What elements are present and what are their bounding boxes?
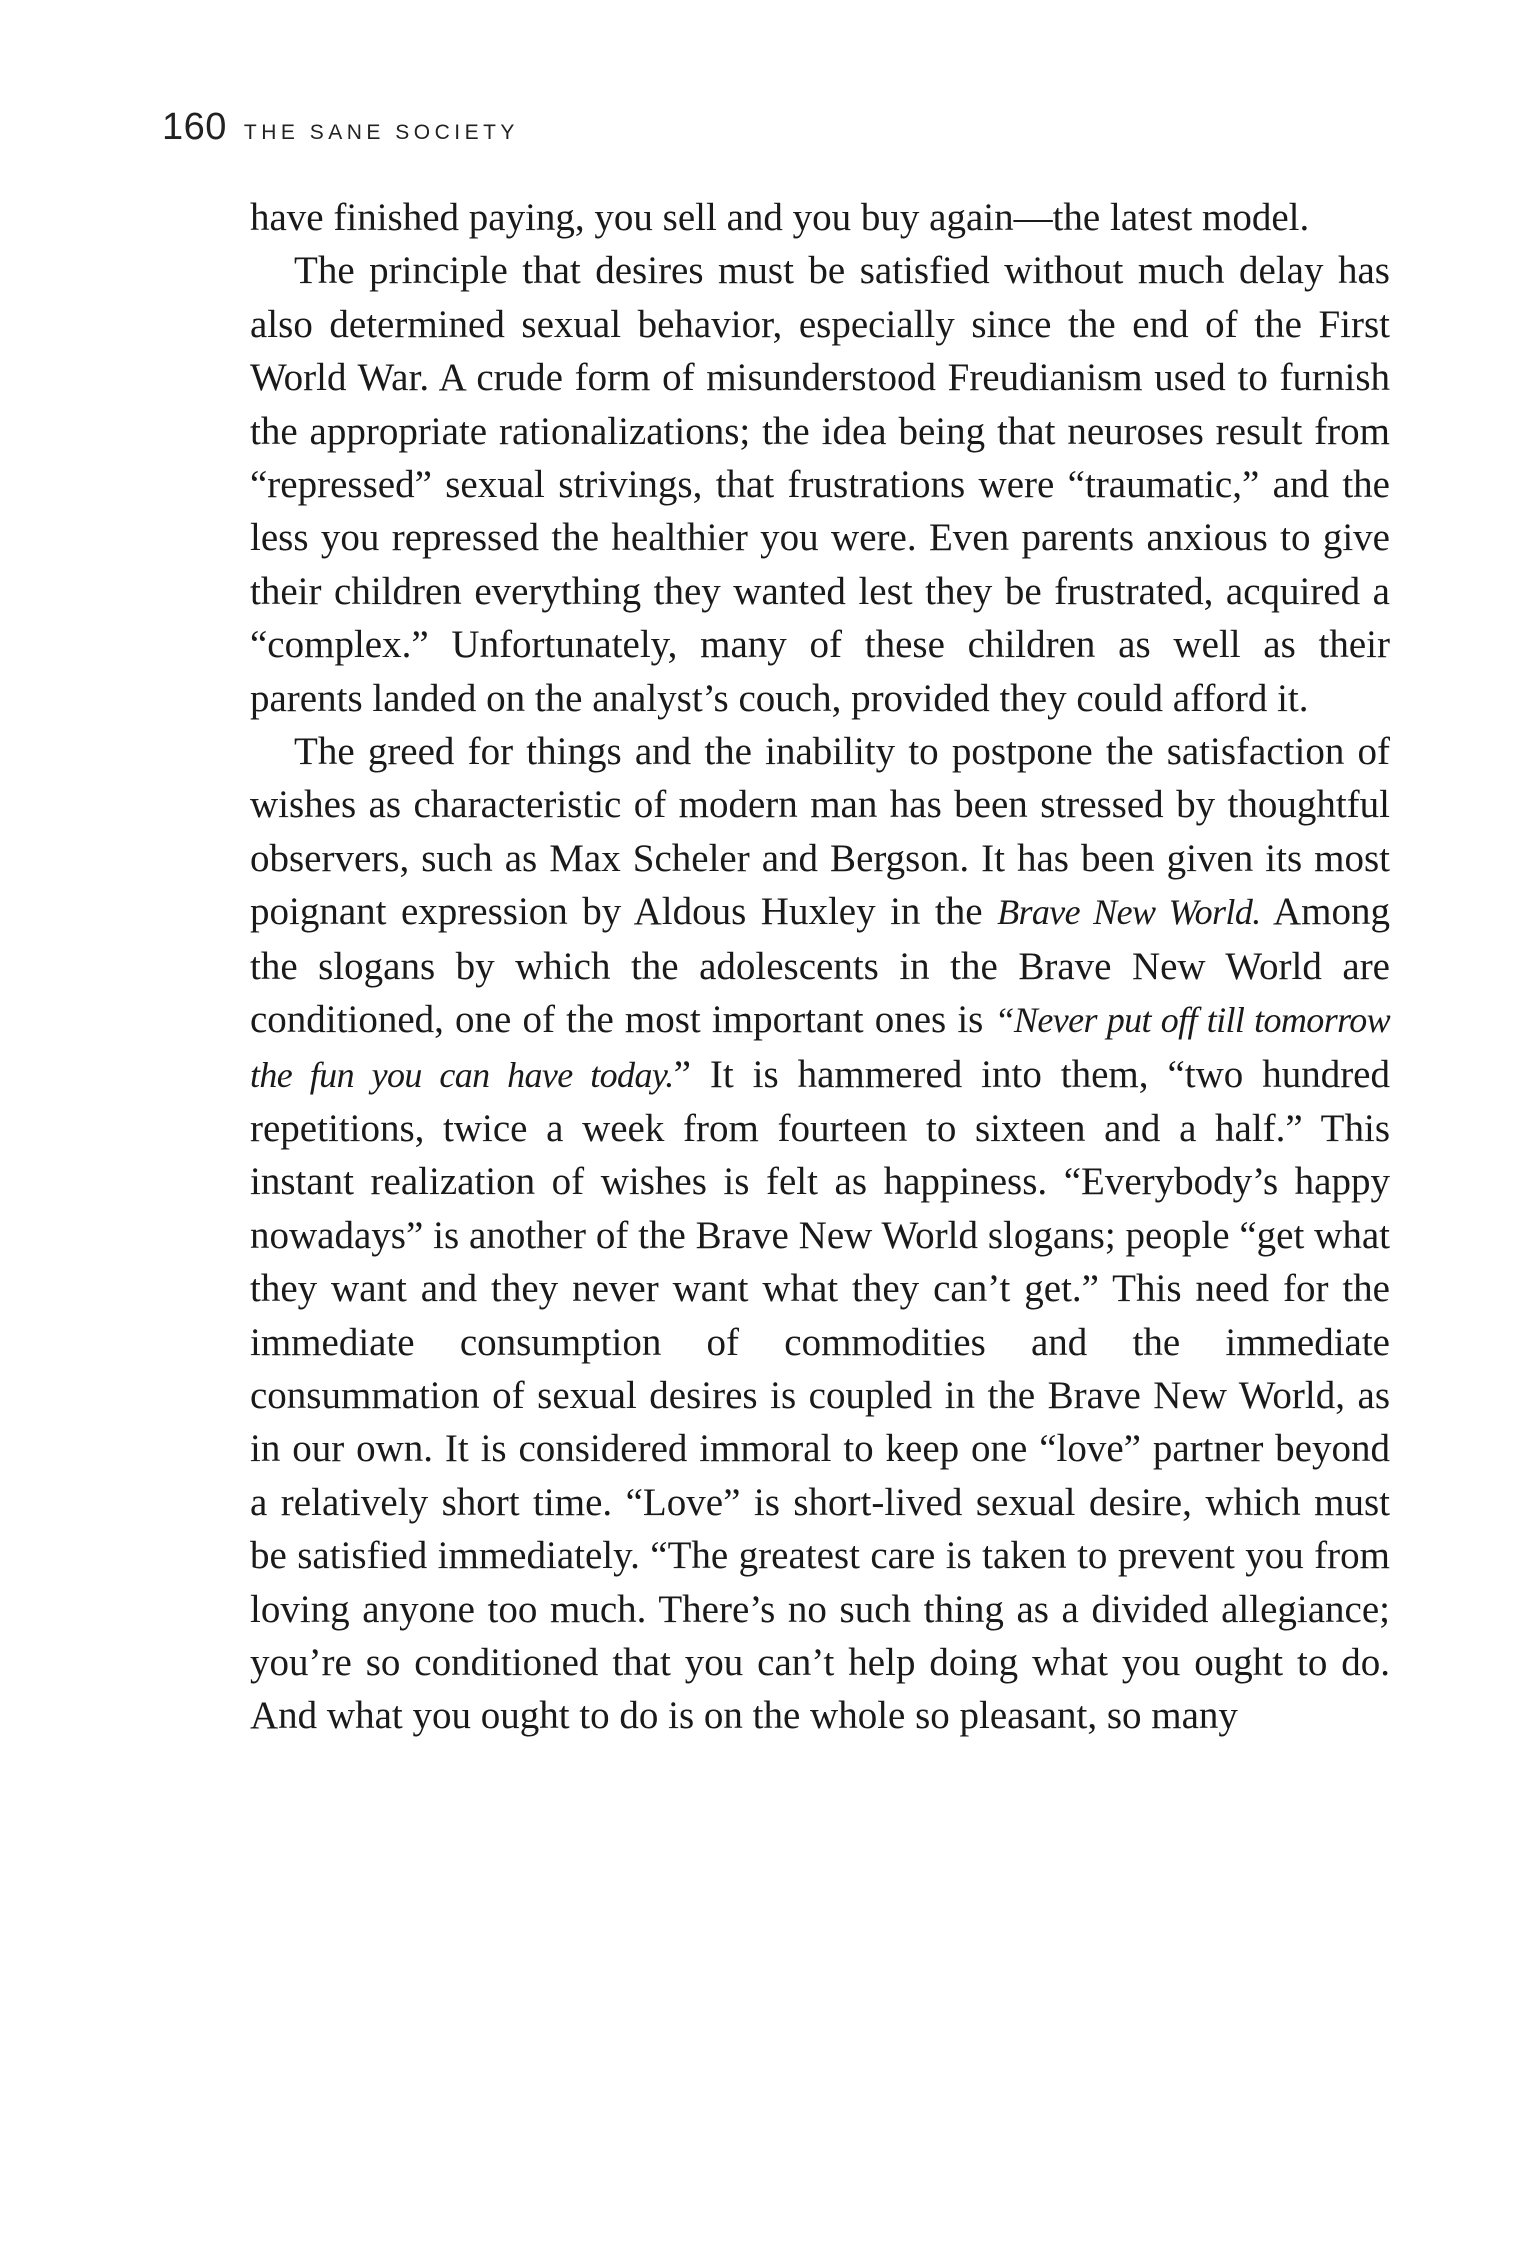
- paragraph-desires: The principle that desires must be satisfied without much delay has also determined sexual behavior, especially since the end of the First World War. A crude form of misunderstood Freudianism used to furnish the appropriate rationalizations; the idea being that neuroses result from “repressed” sexual strivings, that frustrations were “traumatic,” and the less you repressed the healthier you were. Even parents anxious to give their children everything they wanted lest they be frustrated, acquired a “complex.” Unfortunately, many of these children as well as their parents landed on the analyst’s couch, provided they could afford it.: [250, 249, 1390, 720]
- paragraph-text: Among the slogans by which the adolescents in the Brave New World are conditioned, one of the most important ones is: [250, 890, 1390, 1042]
- book-title-italic: Brave New World.: [997, 892, 1261, 933]
- slogan-italic: “Never put off till tomorrow the fun you can have today.: [250, 1000, 1391, 1095]
- paragraph-brave-new-world: [250, 725, 1390, 1743]
- page-number: 160: [162, 106, 227, 148]
- paragraph-text: ” It is hammered into them, “two hundred repetitions, twice a week from fourteen to sixteen and a half.” This instant realization of wishes is felt as happiness. “Everybody’s happy nowadays” is another of the Brave New World slogans; people “get what they want and they never want what they can’t get.” This need for the immediate consumption of commodities and the immediate consummation of sexual desires is coupled in the Brave New World, as in our own. It is considered immoral to keep one “love” partner beyond a relatively short time. “Love” is short-lived sexual desire, which must be satisfied immediately. “The greatest care is taken to prevent you from loving anyone too much. There’s no such thing as a divided allegiance; you’re so conditioned that you can’t help doing what you ought to do. And what you ought to do is on the whole so pleasant, so many: [250, 1052, 1390, 1738]
- paragraph-text: The greed for things and the inability to postpone the satisfaction of wishes as characteristic of modern man has been stressed by thoughtful observers, such as Max Scheler and Bergson. It has been given its most poignant expression by Aldous Huxley in the: [250, 730, 1390, 934]
- running-head: [162, 106, 519, 154]
- body-text: [250, 191, 1390, 1743]
- running-title: THE SANE SOCIETY: [243, 121, 519, 144]
- paragraph-continuation: have finished paying, you sell and you buy again—the latest model.: [250, 196, 1310, 239]
